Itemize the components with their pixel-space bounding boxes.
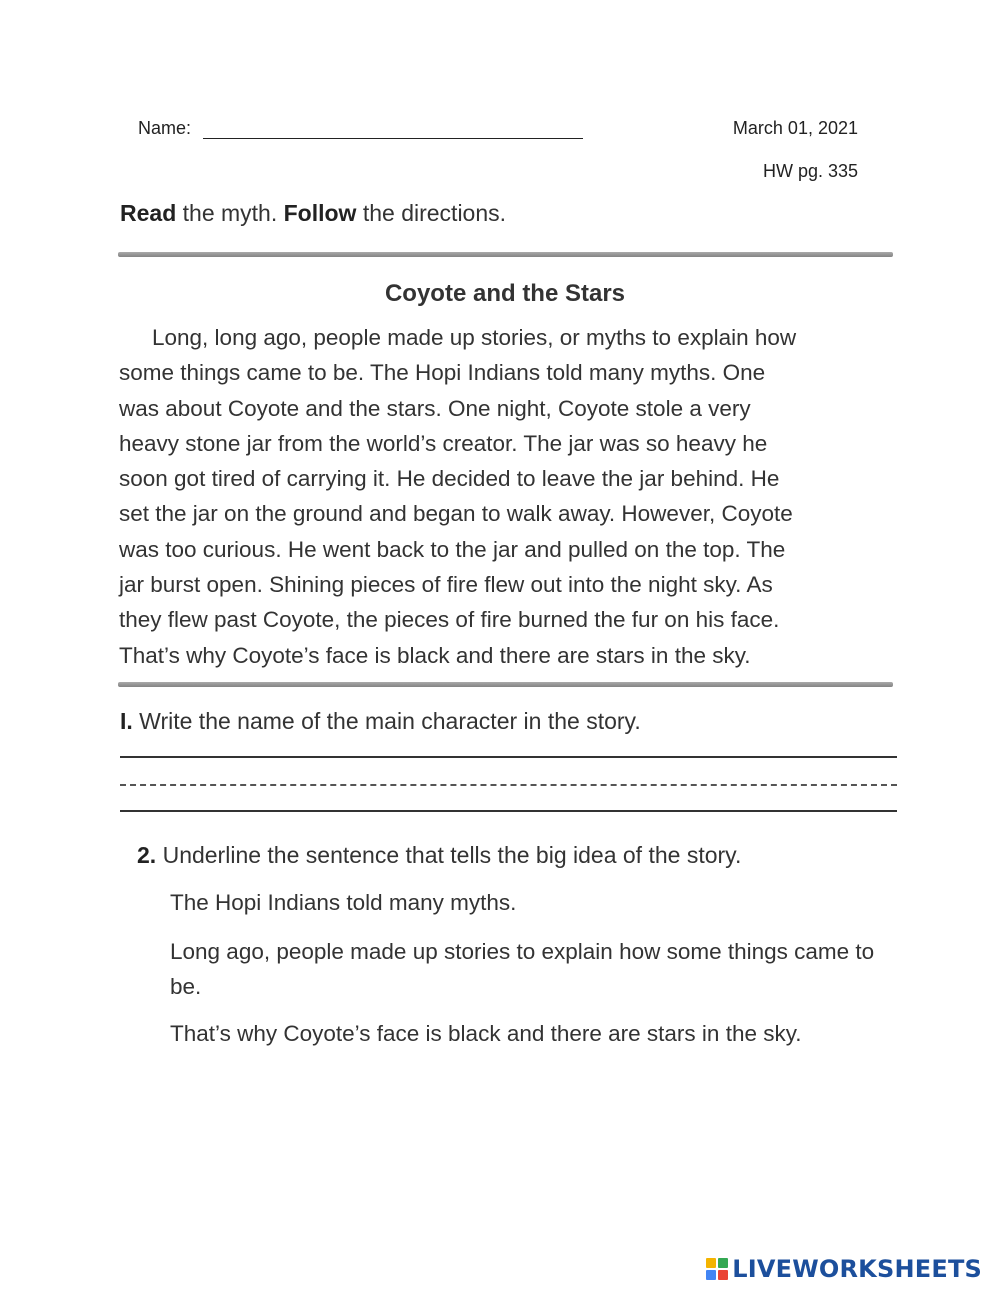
story-line: was about Coyote and the stars. One night, Coyote stole a very [119,395,751,421]
instructions-follow: Follow [283,200,357,226]
question-1-number: I. [120,708,133,734]
instructions-read: Read [120,200,177,226]
story-line: soon got tired of carrying it. He decided to leave the jar behind. He [119,466,780,492]
question-2-number: 2. [137,842,157,868]
question-1 [120,708,641,735]
story-line: heavy stone jar from the world’s creator. The jar was so heavy he [119,430,768,456]
answer-line-dashed[interactable] [120,784,897,786]
story-line: Long, long ago, people made up stories, or myths to explain how [152,325,797,350]
date: March 01, 2021 [732,118,858,138]
story-title: Coyote and the Stars [384,280,626,307]
divider-top [118,252,893,257]
question-1-text: Write the name of the main character in the story. [132,708,641,734]
liveworksheets-logo [706,1255,982,1283]
name-label: Name: [138,118,192,138]
answer-line-bottom[interactable] [120,810,897,812]
story-text [119,320,899,673]
story-line: That’s why Coyote’s face is black and there are stars in the sky. [119,642,751,668]
question-2 [137,842,741,869]
option-3[interactable]: That’s why Coyote’s face is black and there are stars in the sky. [170,1021,802,1046]
instructions-mid: the myth. [176,200,284,226]
story-line: they flew past Coyote, the pieces of fire burned the fur on his face. [119,607,780,633]
option-2[interactable]: Long ago, people made up stories to explain how some things came to be. [170,939,875,999]
name-answer-line[interactable] [203,138,583,139]
story-line: jar burst open. Shining pieces of fire flew out into the night sky. As [119,572,773,598]
option-1[interactable]: The Hopi Indians told many myths. [170,890,517,915]
instructions [120,200,506,227]
story-line: set the jar on the ground and began to walk away. However, Coyote [119,501,793,527]
instructions-end: the directions. [356,200,507,226]
story-line: some things came to be. The Hopi Indians told many myths. One [119,360,766,386]
question-2-text: Underline the sentence that tells the big idea of the story. [156,842,742,868]
homework-page: HW pg. 335 [762,161,858,181]
divider-bottom [118,682,893,687]
answer-line-top[interactable] [120,756,897,758]
logo-text: LIVEWORKSHEETS [732,1255,982,1283]
story-line: was too curious. He went back to the jar and pulled on the top. The [119,536,786,562]
logo-cubes-icon [706,1258,728,1280]
